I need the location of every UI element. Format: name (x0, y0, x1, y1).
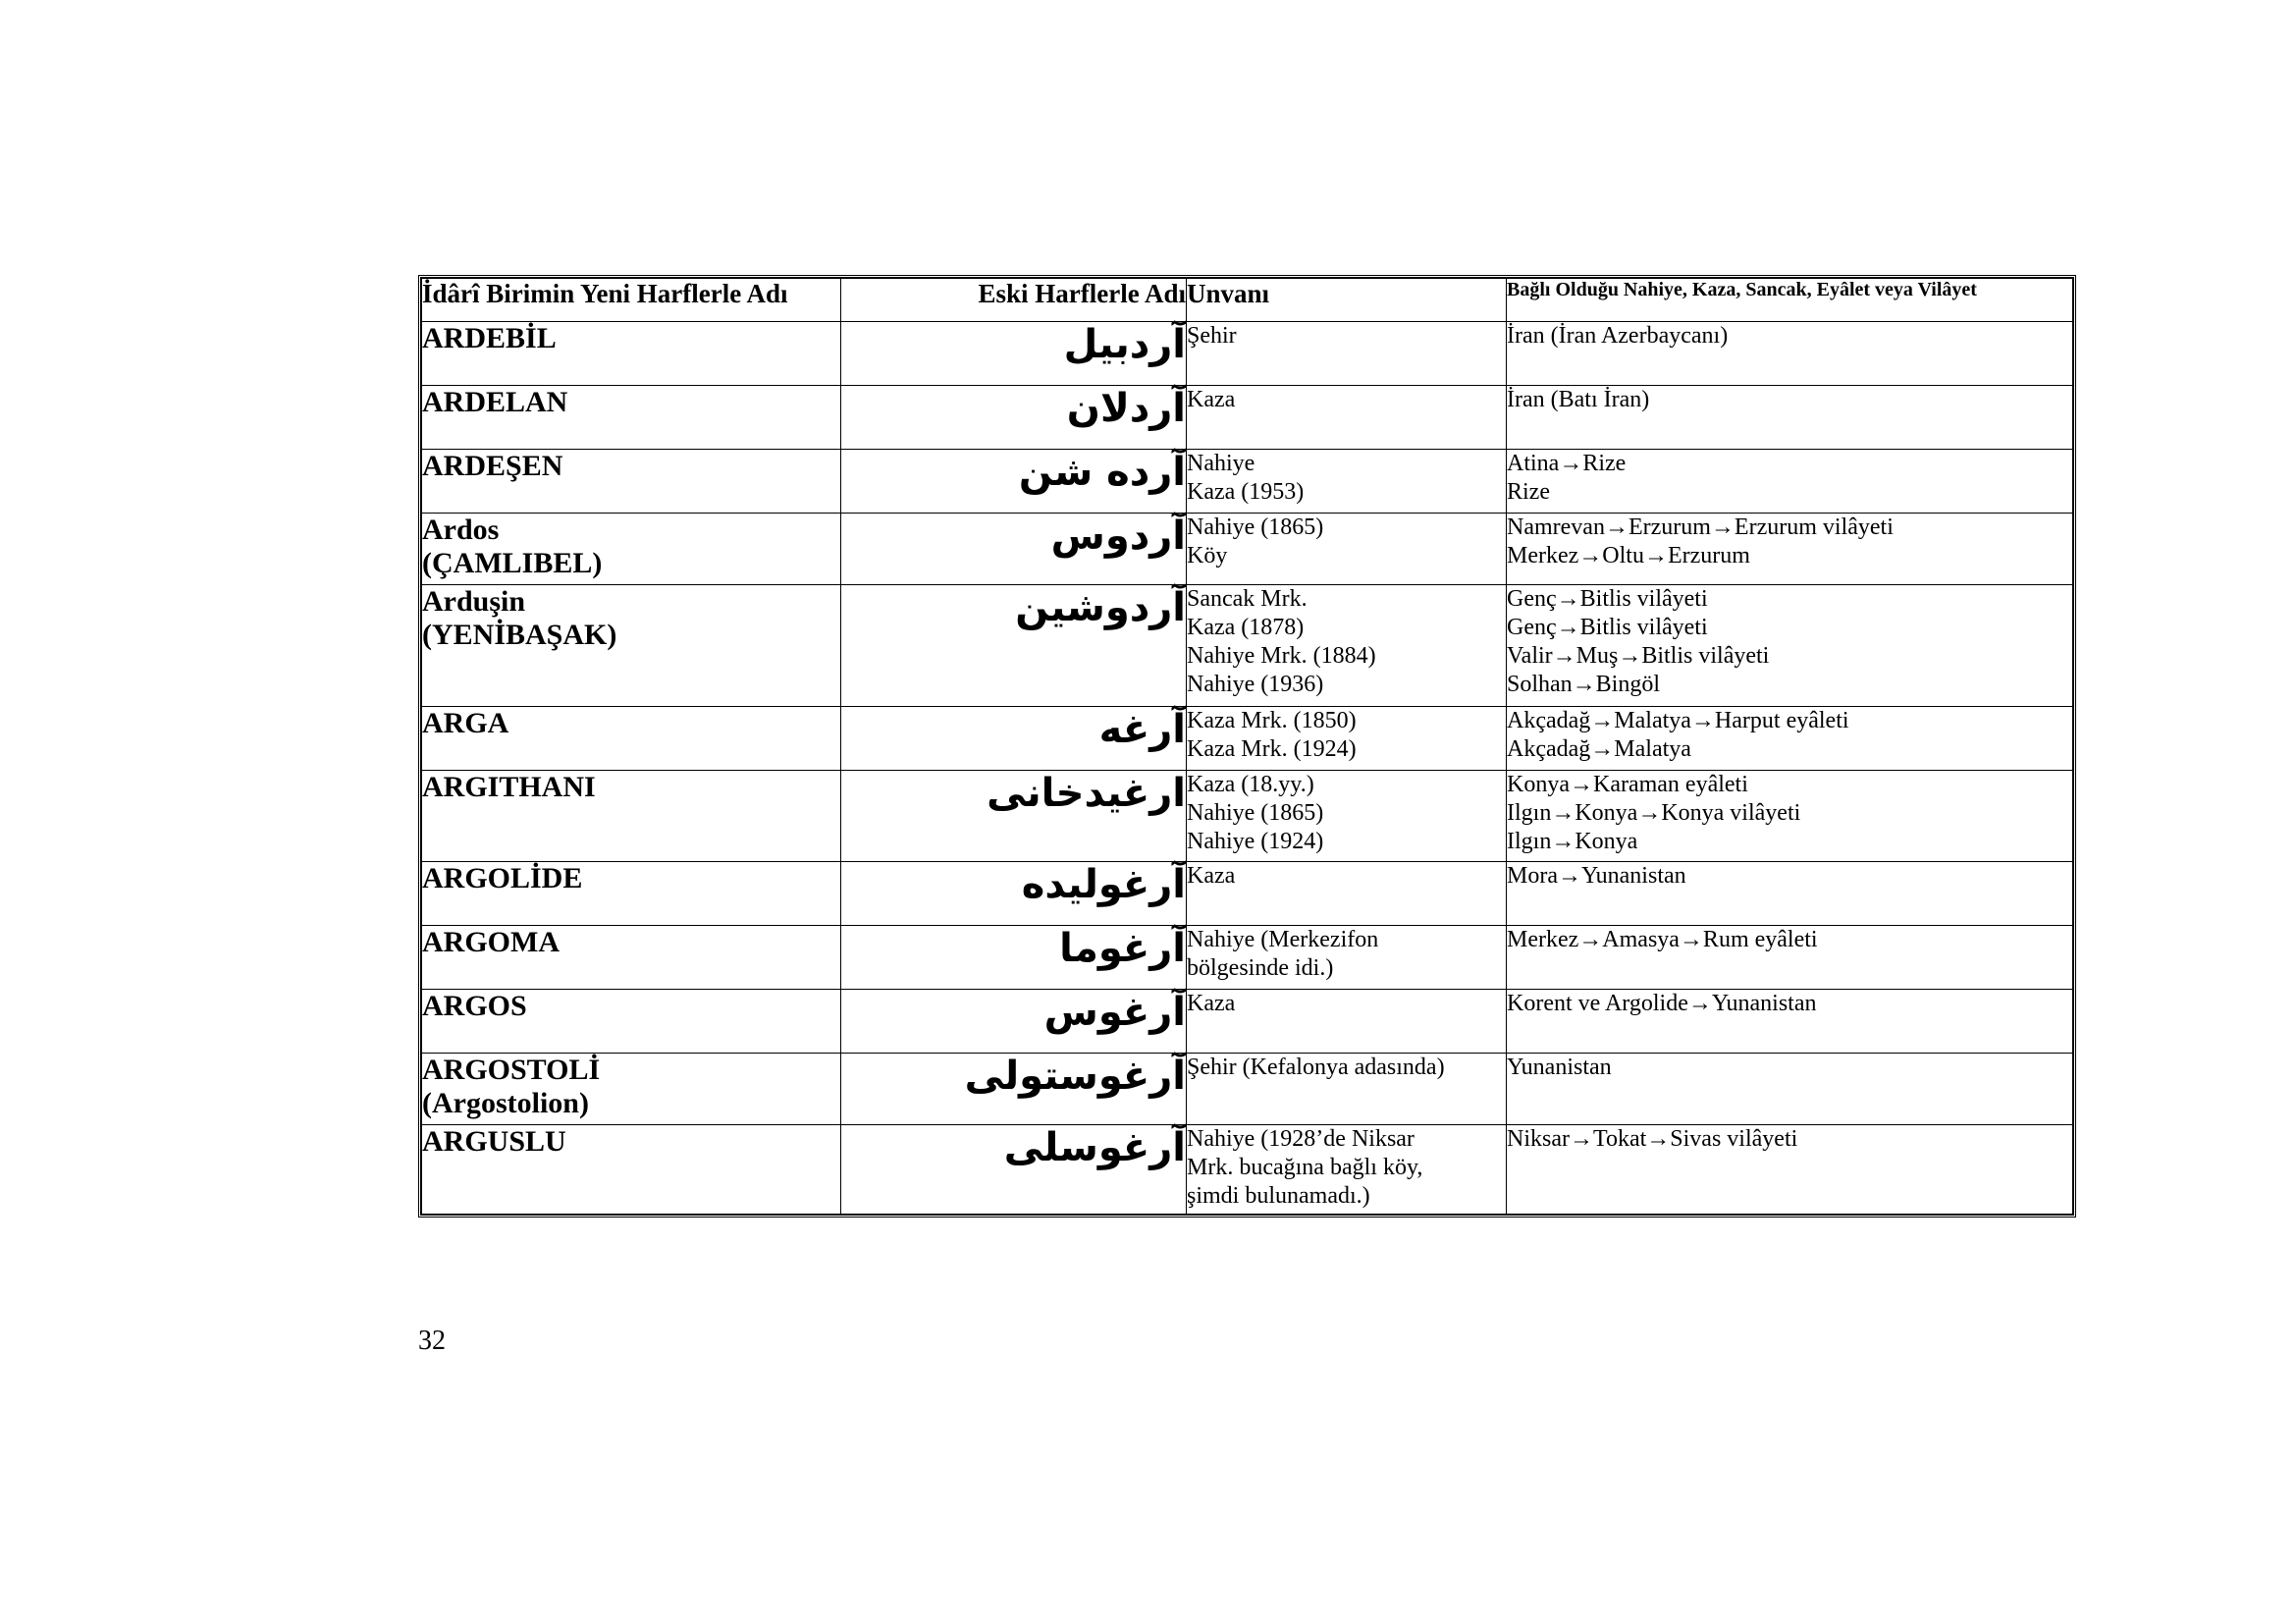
header-new-name: İdârî Birimin Yeni Harflerle Adı (422, 279, 841, 322)
new-name-line: ARGOMA (422, 926, 560, 958)
title-line: Nahiye (1187, 451, 1255, 476)
title-line: Kaza (1878) (1187, 615, 1305, 640)
cell-parent (1507, 771, 2073, 862)
parent-line: Ilgın→Konya→Konya vilâyeti (1507, 800, 1801, 826)
new-name-line: ARGOS (422, 990, 527, 1022)
new-name-line: ARGUSLU (422, 1125, 566, 1158)
title-line: Şehir (Kefalonya adasında) (1187, 1055, 1445, 1080)
cell-old-name: آرغولیده (841, 862, 1187, 926)
new-name-line: ARDEBİL (422, 322, 557, 354)
cell-new-name (422, 990, 841, 1054)
new-name-line: (Argostolion) (422, 1087, 589, 1119)
table-row (422, 585, 2073, 707)
cell-parent (1507, 1054, 2073, 1125)
table-row (422, 771, 2073, 862)
cell-parent (1507, 322, 2073, 386)
title-line: Nahiye (1865) (1187, 800, 1324, 826)
cell-old-name: آرده شن (841, 450, 1187, 514)
cell-new-name (422, 1125, 841, 1215)
title-line: Nahiye (Merkezifon (1187, 927, 1379, 952)
parent-line: Solhan→Bingöl (1507, 672, 1661, 697)
title-line: Kaza Mrk. (1924) (1187, 736, 1357, 762)
parent-line: Genç→Bitlis vilâyeti (1507, 586, 1708, 612)
cell-new-name (422, 771, 841, 862)
title-line: Nahiye (1924) (1187, 829, 1324, 854)
new-name-line: (ÇAMLIBEL) (422, 547, 603, 579)
parent-line: Yunanistan (1507, 1055, 1612, 1080)
cell-parent (1507, 450, 2073, 514)
title-line: Nahiye (1928’de Niksar (1187, 1126, 1415, 1152)
cell-old-name: آردبیل (841, 322, 1187, 386)
table-header-row (422, 279, 2073, 322)
title-line: Nahiye Mrk. (1884) (1187, 643, 1376, 669)
cell-new-name (422, 862, 841, 926)
title-line: şimdi bulunamadı.) (1187, 1183, 1370, 1209)
cell-old-name: آرغوس (841, 990, 1187, 1054)
parent-line: Merkez→Oltu→Erzurum (1507, 543, 1750, 568)
parent-line: Mora→Yunanistan (1507, 863, 1686, 889)
parent-line: Genç→Bitlis vilâyeti (1507, 615, 1708, 640)
cell-title (1187, 1125, 1507, 1215)
cell-title (1187, 514, 1507, 585)
new-name-line: ARGITHANI (422, 771, 596, 803)
admin-units-table (421, 278, 2073, 1215)
cell-title (1187, 862, 1507, 926)
cell-old-name: آردلان (841, 386, 1187, 450)
cell-new-name (422, 926, 841, 990)
cell-old-name: آردوشین (841, 585, 1187, 707)
parent-line: İran (İran Azerbaycanı) (1507, 323, 1729, 349)
parent-line: Merkez→Amasya→Rum eyâleti (1507, 927, 1818, 952)
header-old-name: Eski Harflerle Adı (841, 279, 1187, 322)
cell-new-name (422, 707, 841, 771)
parent-line: Ilgın→Konya (1507, 829, 1638, 854)
cell-title (1187, 707, 1507, 771)
parent-line: Akçadağ→Malatya (1507, 736, 1691, 762)
parent-line: Korent ve Argolide→Yunanistan (1507, 991, 1817, 1016)
cell-parent (1507, 926, 2073, 990)
header-parent: Bağlı Olduğu Nahiye, Kaza, Sancak, Eyâlet veya Vilâyet (1507, 279, 2073, 322)
new-name-line: ARDEŞEN (422, 450, 563, 482)
cell-parent (1507, 386, 2073, 450)
cell-old-name: آرغوما (841, 926, 1187, 990)
title-line: Köy (1187, 543, 1228, 568)
cell-new-name (422, 386, 841, 450)
cell-old-name: آرغوستولی (841, 1054, 1187, 1125)
table-row (422, 450, 2073, 514)
table-row (422, 707, 2073, 771)
title-line: Şehir (1187, 323, 1237, 349)
parent-line: Valir→Muş→Bitlis vilâyeti (1507, 643, 1770, 669)
cell-parent (1507, 990, 2073, 1054)
new-name-line: ARDELAN (422, 386, 568, 418)
new-name-line: Ardos (422, 514, 500, 546)
title-line: Nahiye (1865) (1187, 514, 1324, 540)
header-title: Unvanı (1187, 279, 1507, 322)
cell-parent (1507, 707, 2073, 771)
new-name-line: ARGOSTOLİ (422, 1054, 601, 1086)
cell-parent (1507, 585, 2073, 707)
table-row (422, 926, 2073, 990)
parent-line: Akçadağ→Malatya→Harput eyâleti (1507, 708, 1849, 733)
title-line: Kaza Mrk. (1850) (1187, 708, 1357, 733)
cell-parent (1507, 1125, 2073, 1215)
admin-units-table-frame (418, 275, 2076, 1218)
cell-title (1187, 450, 1507, 514)
cell-new-name (422, 1054, 841, 1125)
table-row (422, 990, 2073, 1054)
cell-title (1187, 585, 1507, 707)
table-row (422, 514, 2073, 585)
cell-parent (1507, 862, 2073, 926)
new-name-line: ARGOLİDE (422, 862, 583, 894)
title-line: Kaza (1187, 863, 1236, 889)
title-line: Kaza (18.yy.) (1187, 772, 1314, 797)
title-line: bölgesinde idi.) (1187, 955, 1334, 981)
new-name-line: (YENİBAŞAK) (422, 619, 617, 651)
title-line: Kaza (1187, 387, 1236, 412)
table-row (422, 1054, 2073, 1125)
table-row (422, 386, 2073, 450)
new-name-line: Arduşin (422, 585, 526, 618)
parent-line: Niksar→Tokat→Sivas vilâyeti (1507, 1126, 1798, 1152)
new-name-line: ARGA (422, 707, 509, 739)
parent-line: Atina→Rize (1507, 451, 1627, 476)
parent-line: Namrevan→Erzurum→Erzurum vilâyeti (1507, 514, 1894, 540)
title-line: Kaza (1953) (1187, 479, 1305, 505)
cell-old-name: آرغه (841, 707, 1187, 771)
cell-title (1187, 386, 1507, 450)
parent-line: Rize (1507, 479, 1550, 505)
cell-new-name (422, 585, 841, 707)
title-line: Nahiye (1936) (1187, 672, 1324, 697)
title-line: Kaza (1187, 991, 1236, 1016)
title-line: Mrk. bucağına bağlı köy, (1187, 1155, 1423, 1180)
cell-title (1187, 771, 1507, 862)
cell-new-name (422, 322, 841, 386)
cell-new-name (422, 450, 841, 514)
parent-line: İran (Batı İran) (1507, 387, 1650, 412)
table-row (422, 322, 2073, 386)
cell-old-name: آردوس (841, 514, 1187, 585)
cell-parent (1507, 514, 2073, 585)
table-row (422, 1125, 2073, 1215)
cell-old-name: آرغوسلی (841, 1125, 1187, 1215)
cell-title (1187, 322, 1507, 386)
cell-title (1187, 926, 1507, 990)
page-number: 32 (418, 1326, 446, 1356)
table-row (422, 862, 2073, 926)
cell-title (1187, 990, 1507, 1054)
table-body (422, 322, 2073, 1215)
parent-line: Konya→Karaman eyâleti (1507, 772, 1748, 797)
title-line: Sancak Mrk. (1187, 586, 1308, 612)
cell-title (1187, 1054, 1507, 1125)
cell-old-name: ارغیدخانی (841, 771, 1187, 862)
cell-new-name (422, 514, 841, 585)
